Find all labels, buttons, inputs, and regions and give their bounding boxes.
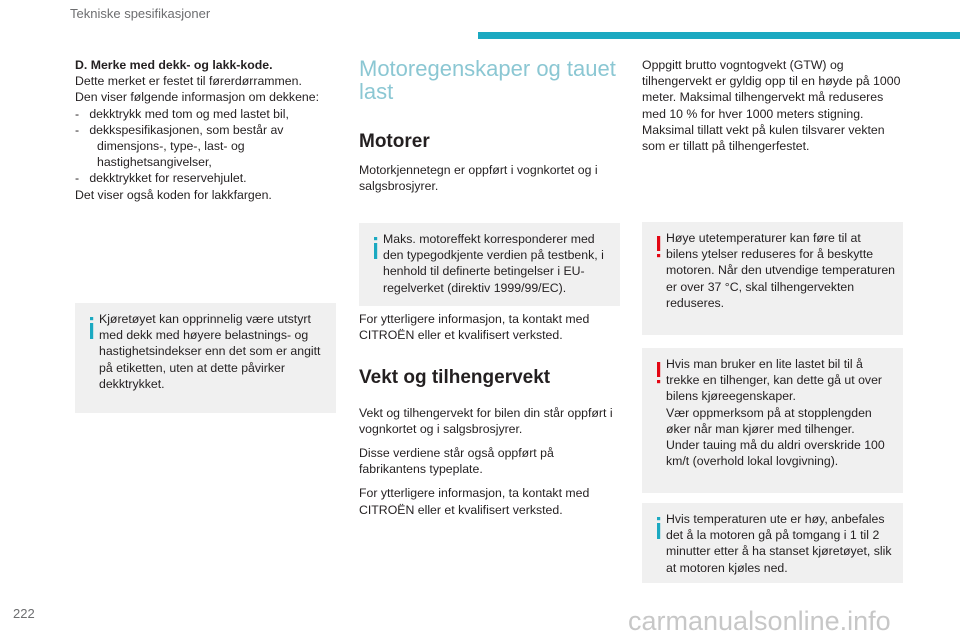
info-box (642, 503, 903, 583)
warning-box (642, 348, 903, 493)
list-item: - dekkspesifikasjonen, som består av dimensjons-, type-, last- og hastighetsangivelser, (75, 122, 284, 170)
heading-vekt: Vekt og tilhengervekt (359, 367, 551, 389)
info-box-text: Kjøretøyet kan opprinnelig være utstyrt med dekk med høyere belastnings- og hastighetsindekser enn det som er angitt på etiketten, uten at dette påvirker dekktrykket. (99, 312, 321, 391)
watermark: carmanualsonline.info (628, 606, 891, 636)
right-column (642, 57, 904, 154)
list-item: - dekktrykket for reservehjulet. (75, 171, 247, 186)
info-box (359, 223, 620, 306)
warning-line: Vær oppmerksom på at stopplengden øker når man kjører med tilhenger. (666, 405, 872, 436)
warning-box-text (666, 356, 895, 469)
left-column (75, 57, 337, 203)
header-accent-bar (478, 32, 960, 39)
info-box-text: Maks. motoreffekt korresponderer med den typegodkjente verdien på testbenk, i henhold til definerte betingelser i EU-regelverket (direktiv 1999/99/EC). (383, 232, 604, 295)
paragraph: Det viser også koden for lakkfargen. (75, 187, 272, 202)
section-title-main: Motoregenskaper og tauet last (359, 56, 616, 104)
middle-column-lower (359, 311, 621, 518)
paragraph: Vekt og tilhengervekt for bilen din står oppført i vognkortet og i salgsbrosjyrer. (359, 405, 613, 436)
paragraph: Motorkjennetegn er oppført i vognkortet og i salgsbrosjyrer. (359, 163, 598, 194)
paragraph: Oppgitt brutto vogntogvekt (GTW) og tilhengervekt er gyldig opp til en høyde på 1000 meter. Maksimal tilhengervekt må reduseres med 10 % for hver 1000 meters stigning. (642, 58, 901, 121)
info-box-text: Hvis temperaturen ute er høy, anbefales det å la motoren gå på tomgang i 1 til 2 minutter etter å ha stanset kjøretøyet, slik at motoren kjøles ned. (666, 512, 892, 575)
warning-line: Under tauing må du aldri overskride 100 km/t (overhold lokal lovgivning). (666, 438, 885, 469)
list-item: - dekktrykk med tom og med lastet bil, (75, 106, 289, 121)
warning-box-text: Høye utetemperaturer kan føre til at bilens ytelser reduseres for å beskytte motoren. Når den utvendige temperaturen er over 37 °C, skal tilhengervekten reduseres. (666, 231, 895, 310)
warning-line: Hvis man bruker en lite lastet bil til å trekke en tilhenger, kan dette gå ut over bilens kjøreegenskaper. (666, 357, 883, 404)
label-heading: D. Merke med dekk- og lakk-kode. (75, 58, 273, 72)
paragraph: For ytterligere informasjon, ta kontakt med CITROËN eller et kvalifisert verksted. (359, 312, 590, 343)
paragraph: Disse verdiene står også oppført på fabrikantens typeplate. (359, 446, 554, 477)
middle-column (359, 57, 621, 195)
heading-motorer: Motorer (359, 131, 430, 152)
paragraph: Dette merket er festet til førerdørrammen. (75, 74, 302, 89)
paragraph: Maksimal tillatt vekt på kulen tilsvarer vekten som er tillatt på tilhengerfestet. (642, 122, 885, 154)
info-box (75, 303, 336, 413)
section-title: Tekniske spesifikasjoner (70, 6, 211, 21)
warning-box (642, 222, 903, 335)
page-number: 222 (13, 606, 35, 621)
paragraph: Den viser følgende informasjon om dekkene: (75, 90, 320, 105)
paragraph: For ytterligere informasjon, ta kontakt med CITROËN eller et kvalifisert verksted. (359, 486, 590, 517)
